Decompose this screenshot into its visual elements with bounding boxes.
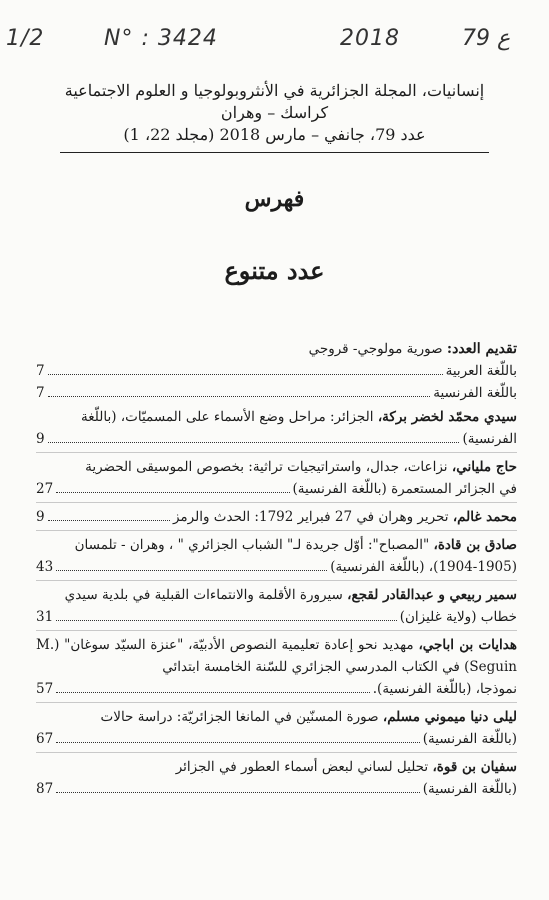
entry-last-line — [36, 728, 517, 750]
entry-title-end: (1904-1905)، (باللّغة الفرنسية) — [330, 559, 517, 575]
entry-last-line — [36, 778, 517, 800]
dot-leader — [56, 778, 420, 793]
entry-last-line — [36, 556, 517, 578]
dot-leader — [48, 382, 431, 397]
dot-leader — [48, 360, 443, 375]
dot-leader — [48, 428, 460, 443]
page-number: 67 — [36, 731, 54, 747]
entry-heading — [36, 584, 517, 606]
toc-entry — [36, 634, 517, 703]
intro-author: صورية مولوجي- قروجي — [308, 341, 443, 357]
entry-author: سفيان بن قوة، — [432, 759, 517, 775]
dot-leader — [56, 478, 289, 493]
intro-arabic-text: باللّغة العربية — [445, 363, 517, 379]
toc-title: فهرس — [244, 186, 305, 212]
toc-entry — [36, 506, 517, 531]
entry-author: محمد غالم، — [452, 509, 517, 525]
intro-french-line — [36, 382, 517, 404]
entry-last-line — [36, 606, 517, 628]
entry-author: هدايات بن اباجي، — [418, 637, 517, 653]
handwritten-fraction: 1/2 — [6, 26, 45, 51]
dot-leader — [56, 606, 397, 621]
toc-entry — [36, 456, 517, 503]
entry-title: مهديد نحو إعادة تعليمية النصوص الأدبيّة، "عنزة السيّد سوغان" (M. Seguin) في الكتاب المدرسي الجزائري للسّنة الخامسة ابتدائي — [36, 637, 517, 675]
page-number: 7 — [36, 363, 45, 379]
page-number: 9 — [36, 431, 45, 447]
entry-heading — [36, 756, 517, 778]
entry-heading — [36, 706, 517, 728]
entry-title-end: (باللّغة الفرنسية) — [422, 781, 517, 797]
entry-author: سمير ربيعي و عبدالقادر لقجع، — [347, 587, 517, 603]
toc-entry — [36, 534, 517, 581]
entry-title: صورة المسنّين في المانغا الجزائريّة: دراسة حالات — [100, 709, 379, 725]
entry-title: الجزائر: مراحل وضع الأسماء على المسميّات، (باللّغة — [81, 409, 374, 425]
dot-leader — [48, 506, 170, 521]
intro-entry — [36, 338, 517, 404]
intro-french-text: باللّغة الفرنسية — [433, 385, 517, 401]
dot-leader — [56, 728, 420, 743]
entry-author: صادق بن قادة، — [433, 537, 517, 553]
entry-title-end: الفرنسية) — [462, 431, 517, 447]
toc-entry — [36, 706, 517, 753]
page-number: 27 — [36, 481, 54, 497]
entry-heading — [36, 456, 517, 478]
dot-leader — [56, 556, 327, 571]
toc-entry — [36, 756, 517, 802]
entry-author: حاج ملياني، — [451, 459, 517, 475]
entry-last-line — [36, 678, 517, 700]
page-number: 87 — [36, 781, 54, 797]
entry-title-end: نموذجا، (باللّغة الفرنسية). — [372, 681, 517, 697]
table-of-contents — [36, 338, 517, 805]
journal-header — [60, 80, 489, 153]
intro-label: تقديم العدد: — [446, 341, 517, 357]
page-number: 9 — [36, 509, 45, 525]
entry-title-end: (باللّغة الفرنسية) — [422, 731, 517, 747]
page-number: 43 — [36, 559, 54, 575]
journal-publisher: كراسك – وهران — [220, 103, 329, 122]
handwritten-issue: 79 ع — [462, 26, 511, 51]
entry-title-end: تحرير وهران في 27 فبراير 1792: الحدث والرمز — [172, 509, 449, 525]
journal-title: إنسانيات، المجلة الجزائرية في الأنثروبولوجيا و العلوم الاجتماعية — [64, 81, 485, 100]
intro-arabic-line — [36, 360, 517, 382]
entry-last-line — [36, 428, 517, 450]
entry-title: "المصباح": أوّل جريدة لـ" الشباب الجزائري " ، وهران - تلمسان — [74, 537, 430, 553]
entry-heading — [36, 634, 517, 678]
journal-issue-info: عدد 79، جانفي – مارس 2018 (مجلد 22، 1) — [123, 125, 426, 144]
toc-entry — [36, 406, 517, 453]
entry-heading — [36, 534, 517, 556]
page-number: 57 — [36, 681, 54, 697]
entry-title: نزاعات، جدال، واستراتيجيات تراثية: بخصوص الموسيقى الحضرية — [85, 459, 448, 475]
page-number: 31 — [36, 609, 54, 625]
entry-title: سيرورة الأقلمة والانتماءات القبلية في بلدية سيدي — [64, 587, 343, 603]
toc-entry — [36, 584, 517, 631]
toc-entries — [36, 406, 517, 802]
entry-heading — [36, 406, 517, 428]
entry-title-end: في الجزائر المستعمرة (باللّغة الفرنسية) — [292, 481, 517, 497]
dot-leader — [56, 678, 370, 693]
page-number: 7 — [36, 385, 45, 401]
handwritten-reference: N° : 3424 — [104, 26, 218, 51]
handwritten-year: 2018 — [340, 26, 400, 51]
entry-last-line — [36, 478, 517, 500]
issue-name: عدد متنوع — [224, 256, 325, 285]
entry-author: سيدي محمّد لخضر بركة، — [377, 409, 517, 425]
entry-author: ليلى دنيا ميموني مسلم، — [382, 709, 517, 725]
header-rule — [60, 152, 489, 153]
entry-last-line — [36, 506, 517, 528]
entry-title-end: خطاب (ولاية غليزان) — [399, 609, 517, 625]
entry-title: تحليل لساني لبعض أسماء العطور في الجزائر — [175, 759, 429, 775]
